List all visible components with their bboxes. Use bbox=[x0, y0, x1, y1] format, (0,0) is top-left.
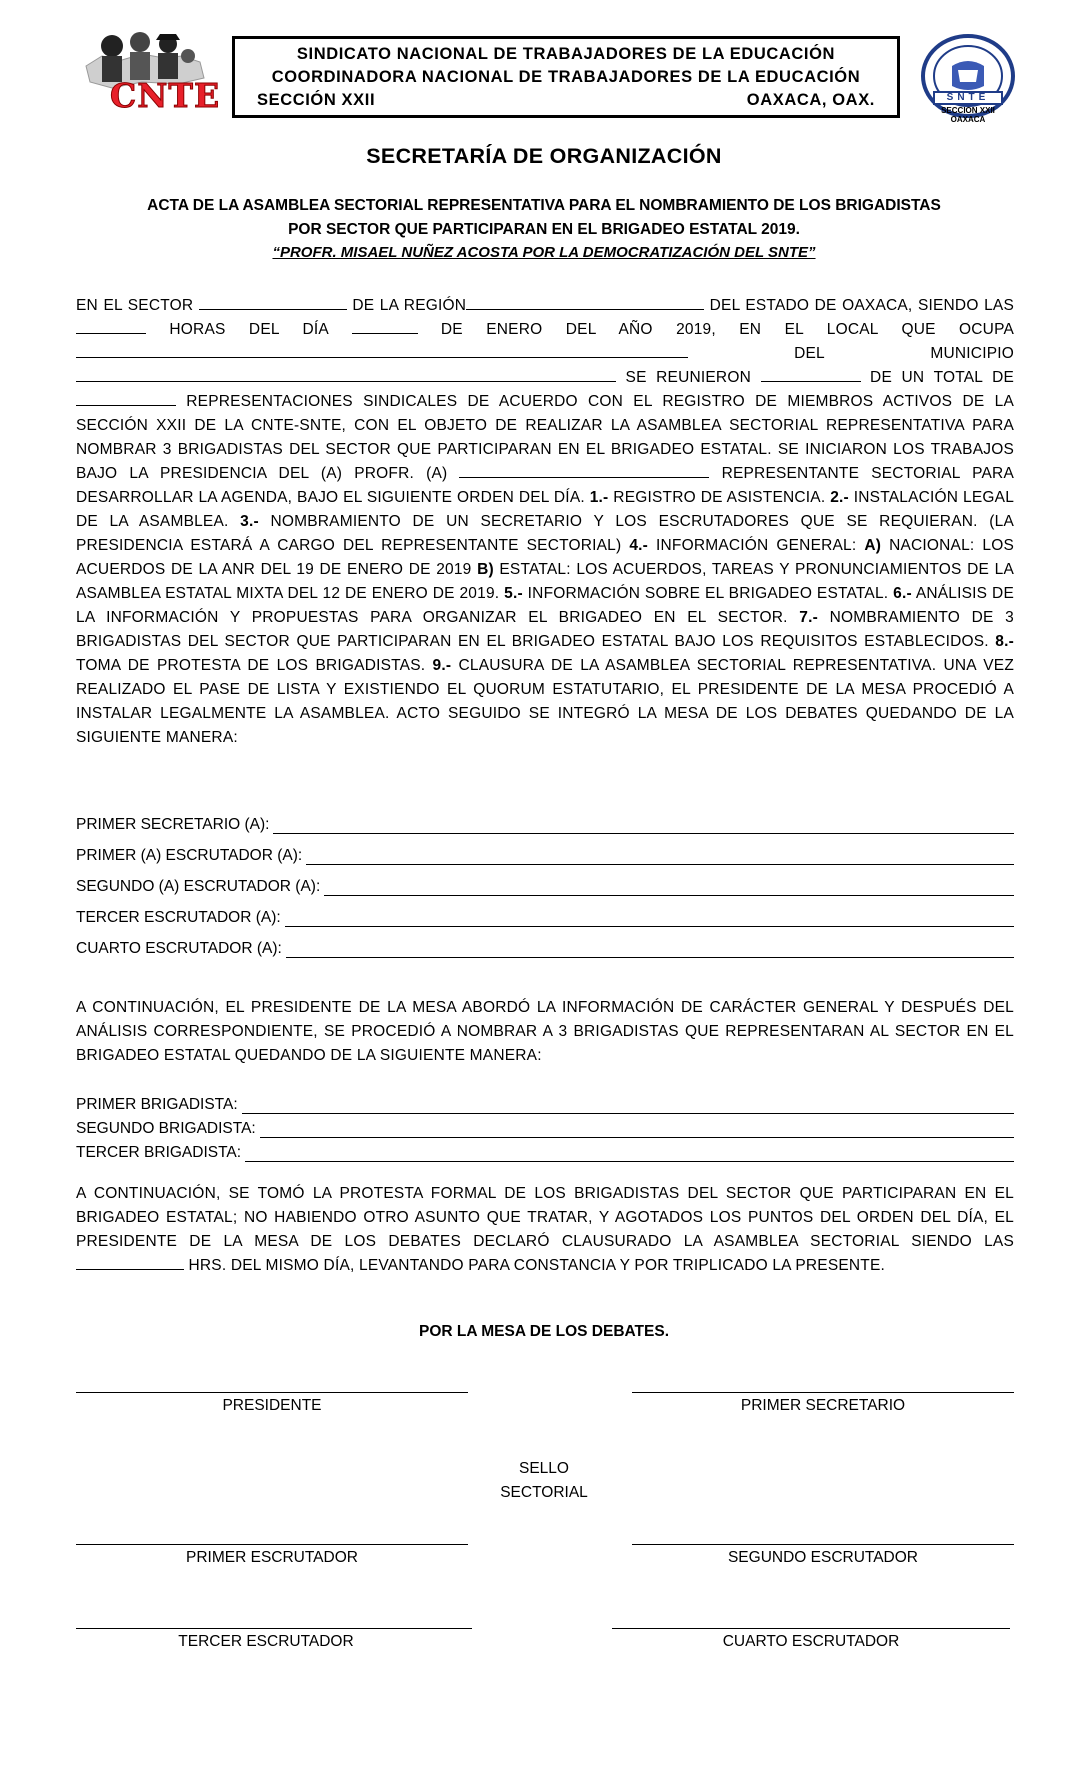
agenda-item: TOMA DE PROTESTA DE LOS BRIGADISTAS. bbox=[76, 657, 433, 674]
agenda-item: ESTATAL: LOS ACUERDOS, TAREAS Y PRONUNCIAMIENTOS DE LA ASAMBLEA ESTATAL MIXTA DEL 12 DE ENERO DE 2019. bbox=[76, 561, 1014, 602]
header-section-line bbox=[257, 91, 875, 110]
agenda-item: INSTALACIÓN LEGAL DE LA ASAMBLEA. bbox=[76, 489, 1015, 530]
snte-logo-text: SNTE bbox=[946, 92, 990, 103]
text-segment: HORAS DEL DÍA bbox=[146, 321, 352, 338]
signature-label-presidente: PRESIDENTE bbox=[222, 1397, 322, 1414]
segundo-escrutador-field bbox=[76, 874, 1014, 896]
region-blank[interactable] bbox=[466, 294, 704, 310]
sello-sectorial bbox=[0, 1457, 1088, 1505]
agenda-number: 4.- bbox=[629, 537, 649, 554]
agenda-number: 6.- bbox=[893, 585, 912, 602]
cnte-logo bbox=[82, 26, 220, 118]
cnte-logo-text: CNTE bbox=[110, 76, 221, 115]
agenda-item: INFORMACIÓN GENERAL: bbox=[648, 537, 865, 554]
closing-hours-blank[interactable] bbox=[76, 1254, 184, 1270]
text-segment: REPRESENTANTE SECTORIAL PARA DESARROLLAR LA AGENDA, BAJO EL SIGUIENTE ORDEN DEL DÍA. bbox=[76, 465, 1014, 506]
field-label: CUARTO ESCRUTADOR (A): bbox=[76, 940, 282, 957]
agenda-number: 3.- bbox=[240, 513, 259, 530]
text-segment: REPRESENTACIONES SINDICALES DE ACUERDO CON EL REGISTRO DE MIEMBROS ACTIVOS DE LA SECCIÓN XXII DE LA CNTE-SNTE, CON EL OBJETO DE REALIZAR LA ASAMBLEA SECTORIAL REPRESENTATIVA PARA NOMBRAR 3 BRIGADISTAS DEL SECTOR QUE PARTICIPARAN EN EL BRIGADEO ESTATAL. SE INICIARON LOS TRABAJOS BAJO LA PRESIDENCIA DEL (A) PROFR. (A) bbox=[76, 393, 1014, 482]
page-title: SECRETARÍA DE ORGANIZACIÓN bbox=[366, 144, 722, 168]
field-label: TERCER BRIGADISTA: bbox=[76, 1144, 242, 1161]
agenda-number: 2.- bbox=[830, 489, 849, 506]
signature-line-presidente[interactable] bbox=[76, 1392, 468, 1393]
signature-line-segundo-escrutador[interactable] bbox=[632, 1544, 1014, 1545]
header-box bbox=[232, 36, 900, 118]
field-line[interactable] bbox=[260, 1121, 1014, 1138]
field-line[interactable] bbox=[245, 1145, 1014, 1162]
header-section: SECCIÓN XXII bbox=[257, 91, 376, 109]
agenda-item: NACIONAL: LOS ACUERDOS DE LA ANR DEL 19 DE ENERO DE 2019 bbox=[76, 537, 1014, 578]
header-union-name: SINDICATO NACIONAL DE TRABAJADORES DE LA EDUCACIÓN bbox=[296, 45, 836, 63]
reunieron-blank[interactable] bbox=[761, 366, 861, 382]
primer-escrutador-field bbox=[76, 843, 1014, 865]
agenda-number: 9.- bbox=[432, 657, 452, 674]
acta-paragraph-1 bbox=[76, 294, 1014, 750]
text-segment: DE LA REGIÓN bbox=[346, 297, 467, 314]
primer-secretario-field bbox=[76, 812, 1014, 834]
signature-line-primer-secretario[interactable] bbox=[632, 1392, 1014, 1393]
motto: “PROFR. MISAEL NUÑEZ ACOSTA POR LA DEMOCRATIZACIÓN DEL SNTE” bbox=[272, 244, 816, 261]
field-line[interactable] bbox=[286, 941, 1014, 958]
field-label: PRIMER (A) ESCRUTADOR (A): bbox=[76, 847, 303, 864]
field-line[interactable] bbox=[324, 879, 1014, 896]
presidente-name-blank[interactable] bbox=[459, 462, 709, 478]
text-segment: SE REUNIERON bbox=[616, 369, 761, 386]
field-line[interactable] bbox=[285, 910, 1014, 927]
agenda-subitem-letter: A) bbox=[864, 537, 882, 554]
signature-label-primer-secretario: PRIMER SECRETARIO bbox=[740, 1397, 906, 1414]
header-location: OAXACA, OAX. bbox=[746, 91, 875, 109]
field-line[interactable] bbox=[306, 848, 1014, 865]
agenda-item: REGISTRO DE ASISTENCIA. bbox=[608, 489, 831, 506]
total-blank[interactable] bbox=[76, 390, 176, 406]
agenda-number: 8.- bbox=[995, 633, 1014, 650]
cuarto-escrutador-field bbox=[76, 936, 1014, 958]
hours-blank[interactable] bbox=[76, 318, 146, 334]
text-segment: DEL ESTADO DE OAXACA, SIENDO LAS bbox=[704, 297, 1014, 314]
segundo-brigadista-field bbox=[76, 1116, 1014, 1138]
tercer-brigadista-field bbox=[76, 1140, 1014, 1162]
sello-label-1: SELLO bbox=[519, 1460, 569, 1477]
text-segment: EN EL SECTOR bbox=[76, 297, 199, 314]
tercer-escrutador-field bbox=[76, 905, 1014, 927]
signature-label-primer-escrutador: PRIMER ESCRUTADOR bbox=[186, 1549, 358, 1566]
acta-subtitle bbox=[60, 194, 1028, 242]
field-line[interactable] bbox=[242, 1097, 1014, 1114]
signature-line-primer-escrutador[interactable] bbox=[76, 1544, 468, 1545]
field-label: SEGUNDO BRIGADISTA: bbox=[76, 1120, 256, 1137]
agenda-number: 1.- bbox=[589, 489, 609, 506]
agenda-item: CLAUSURA DE LA ASAMBLEA SECTORIAL REPRESENTATIVA. UNA VEZ REALIZADO EL PASE DE LISTA Y EXISTIENDO EL QUORUM ESTATUTARIO, EL PRESIDENTE DE LA MESA PROCEDIÓ A INSTALAR LEGALMENTE LA ASAMBLEA. ACTO SEGUIDO SE INTEGRÓ LA MESA DE LOS DEBATES QUEDANDO DE LA SIGUIENTE MANERA: bbox=[76, 657, 1014, 746]
header-coordinadora: COORDINADORA NACIONAL DE TRABAJADORES DE LA EDUCACIÓN bbox=[271, 68, 861, 86]
text-segment: HRS. DEL MISMO DÍA, LEVANTANDO PARA CONSTANCIA Y POR TRIPLICADO LA PRESENTE. bbox=[184, 1257, 886, 1274]
acta-paragraph-3 bbox=[76, 1182, 1014, 1278]
field-line[interactable] bbox=[273, 817, 1014, 834]
text-segment: DEL MUNICIPIO bbox=[688, 345, 1014, 362]
sector-blank[interactable] bbox=[199, 294, 347, 310]
field-label: PRIMER SECRETARIO (A): bbox=[76, 816, 270, 833]
agenda-item: INFORMACIÓN SOBRE EL BRIGADEO ESTATAL. bbox=[522, 585, 894, 602]
day-blank[interactable] bbox=[352, 318, 418, 334]
text-segment: DE UN TOTAL DE bbox=[860, 369, 1015, 386]
acta-paragraph-2: A CONTINUACIÓN, EL PRESIDENTE DE LA MESA ABORDÓ LA INFORMACIÓN DE CARÁCTER GENERAL Y DESPUÉS DEL ANÁLISIS CORRESPONDIENTE, SE PROCEDIÓ A NOMBRAR A 3 BRIGADISTAS QUE REPRESENTARAN AL SECTOR EN EL BRIGADEO ESTATAL QUEDANDO DE LA SIGUIENTE MANERA: bbox=[76, 999, 1014, 1064]
acta-subtitle-line1: ACTA DE LA ASAMBLEA SECTORIAL REPRESENTATIVA PARA EL NOMBRAMIENTO DE LOS BRIGADISTAS bbox=[147, 197, 941, 214]
agenda-subitem-letter: B) bbox=[477, 561, 494, 578]
primer-brigadista-field bbox=[76, 1092, 1014, 1114]
acta-subtitle-line2: POR SECTOR QUE PARTICIPARAN EN EL BRIGADEO ESTATAL 2019. bbox=[288, 221, 800, 238]
field-label: TERCER ESCRUTADOR (A): bbox=[76, 909, 281, 926]
snte-logo-subtext: SECCION XXII OAXACA bbox=[941, 106, 995, 124]
agenda-item: ANÁLISIS DE LA INFORMACIÓN Y PROPUESTAS PARA ORGANIZAR EL BRIGADEO EN EL SECTOR. bbox=[76, 585, 1014, 626]
local-blank[interactable] bbox=[76, 342, 688, 358]
text-segment: DE ENERO DEL AÑO 2019, EN EL LOCAL QUE OCUPA bbox=[417, 321, 1015, 338]
mesa-debates-heading: POR LA MESA DE LOS DEBATES. bbox=[418, 1323, 670, 1340]
signature-label-segundo-escrutador: SEGUNDO ESCRUTADOR bbox=[727, 1549, 919, 1566]
municipio-blank[interactable] bbox=[76, 366, 616, 382]
signature-line-tercer-escrutador[interactable] bbox=[76, 1628, 472, 1629]
field-label: SEGUNDO (A) ESCRUTADOR (A): bbox=[76, 878, 321, 895]
agenda-number: 7.- bbox=[799, 609, 818, 626]
signature-line-cuarto-escrutador[interactable] bbox=[612, 1628, 1010, 1629]
sello-label-2: SECTORIAL bbox=[500, 1484, 588, 1501]
agenda-item: NOMBRAMIENTO DE 3 BRIGADISTAS DEL SECTOR QUE PARTICIPARAN EN EL BRIGADEO ESTATAL BAJO LOS REQUISITOS ESTABLECIDOS. bbox=[76, 609, 1014, 650]
field-label: PRIMER BRIGADISTA: bbox=[76, 1096, 238, 1113]
agenda-item: NOMBRAMIENTO DE UN SECRETARIO Y LOS ESCRUTADORES QUE SE REQUIERAN. (LA PRESIDENCIA ESTARÁ A CARGO DEL REPRESENTANTE SECTORIAL) bbox=[76, 513, 1014, 554]
text-segment: A CONTINUACIÓN, SE TOMÓ LA PROTESTA FORMAL DE LOS BRIGADISTAS DEL SECTOR QUE PARTICIPARAN EN EL BRIGADEO ESTATAL; NO HABIENDO OTRO ASUNTO QUE TRATAR, Y AGOTADOS LOS PUNTOS DEL ORDEN DEL DÍA, EL PRESIDENTE DE LA MESA DE LOS DEBATES DECLARÓ CLAUSURADO LA ASAMBLEA SECTORIAL SIENDO LAS bbox=[76, 1185, 1014, 1250]
agenda-number: 5.- bbox=[504, 585, 523, 602]
signature-label-tercer-escrutador: TERCER ESCRUTADOR bbox=[178, 1633, 354, 1650]
signature-label-cuarto-escrutador: CUARTO ESCRUTADOR bbox=[722, 1633, 900, 1650]
snte-logo bbox=[918, 34, 1018, 130]
